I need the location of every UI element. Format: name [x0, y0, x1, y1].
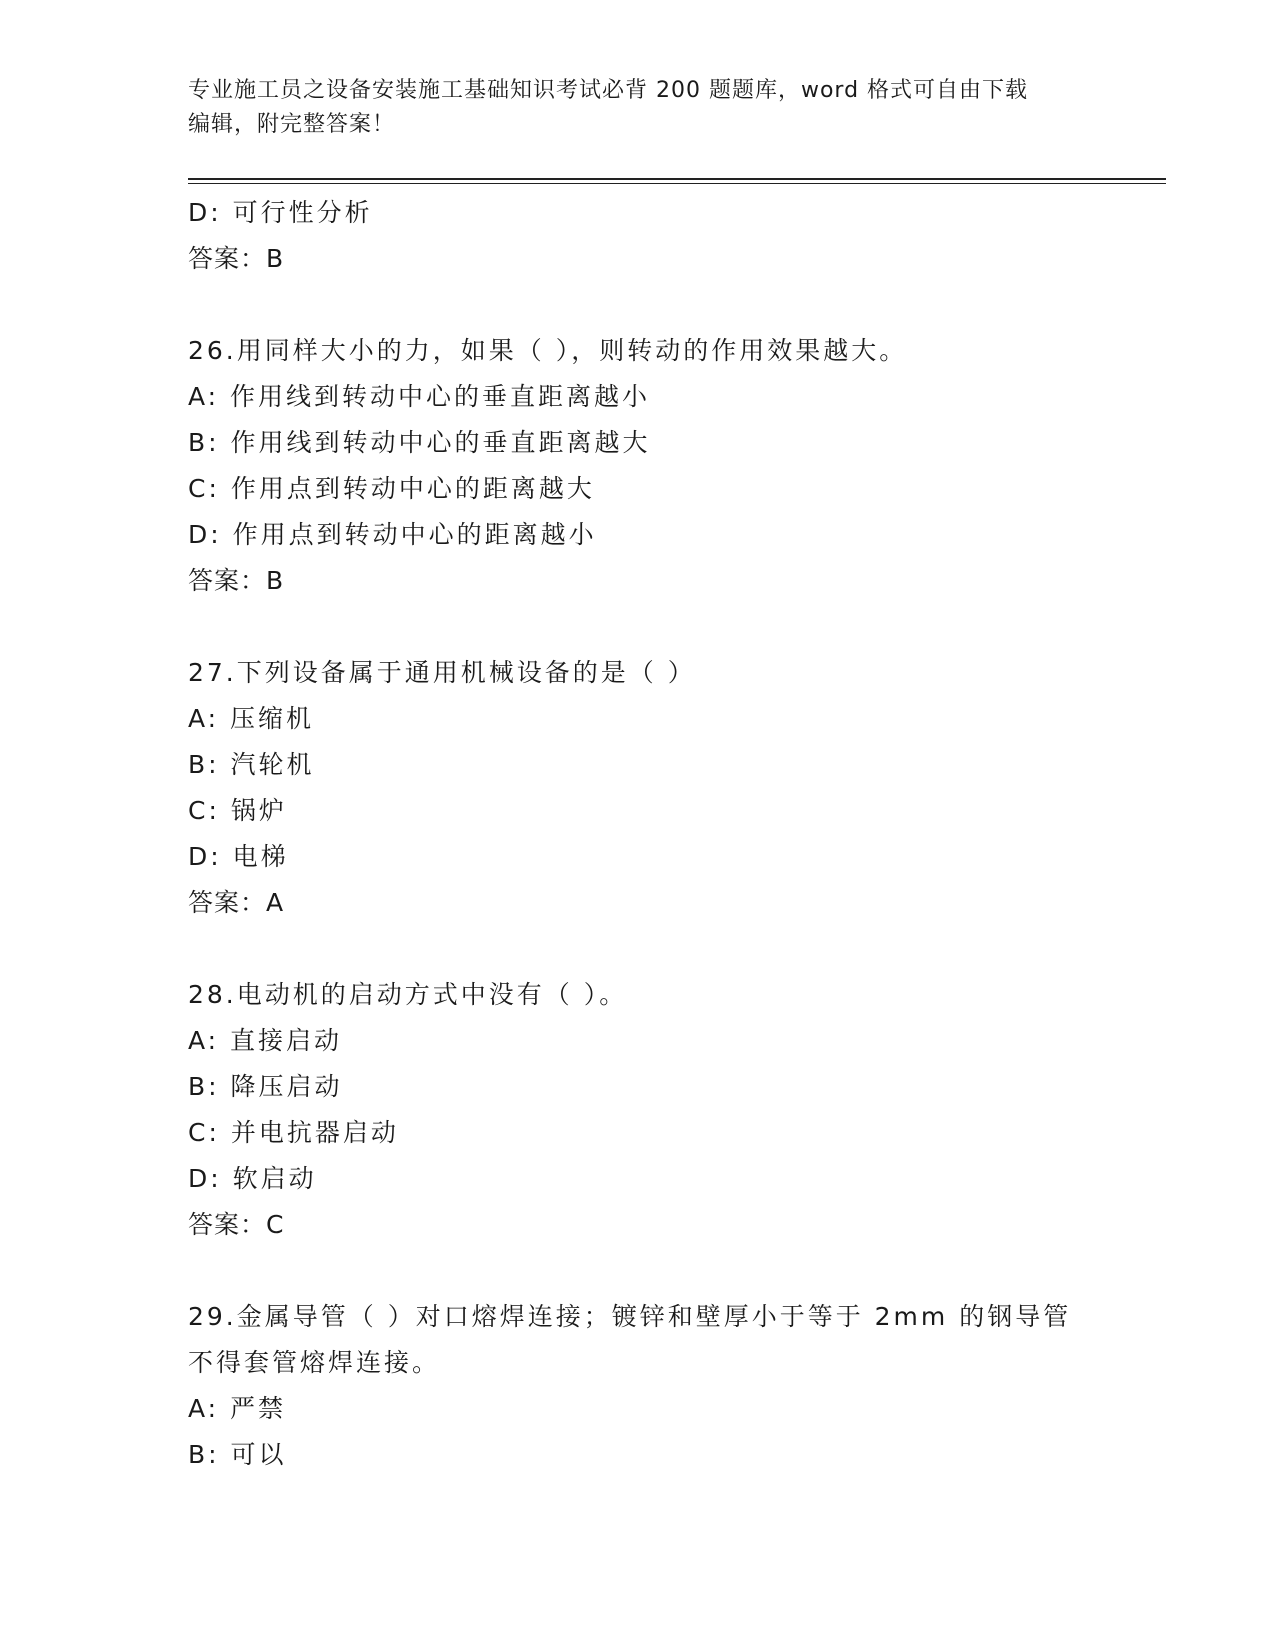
header-title-line-2: 编辑，附完整答案！ [188, 112, 396, 137]
question-stem: 27.下列设备属于通用机械设备的是（ ） [188, 658, 696, 687]
answer-line: 答案：B [188, 566, 285, 595]
spacer [188, 926, 1088, 972]
option-d: D: 电梯 [188, 842, 289, 871]
option-b: B: 降压启动 [188, 1072, 343, 1101]
option-a: A: 直接启动 [188, 1026, 343, 1055]
spacer [188, 604, 1088, 650]
question-26 [188, 328, 1088, 604]
option-d: D: 作用点到转动中心的距离越小 [188, 520, 597, 549]
question-stem-line-1: 29.金属导管（ ）对口熔焊连接；镀锌和壁厚小于等于 2mm 的钢导管 [188, 1302, 1072, 1331]
document-header [188, 74, 1078, 142]
option-a: A: 压缩机 [188, 704, 315, 733]
option-b: B: 汽轮机 [188, 750, 315, 779]
option-a: A: 严禁 [188, 1394, 287, 1423]
question-stem: 28.电动机的启动方式中没有（ ）。 [188, 980, 628, 1009]
question-list [188, 190, 1088, 1478]
spacer [188, 1248, 1088, 1294]
question-29 [188, 1294, 1088, 1478]
previous-question-tail [188, 190, 1088, 282]
question-27 [188, 650, 1088, 926]
option-b: B: 可以 [188, 1440, 287, 1469]
option-a: A: 作用线到转动中心的垂直距离越小 [188, 382, 651, 411]
option-c: C: 作用点到转动中心的距离越大 [188, 474, 595, 503]
question-stem: 26.用同样大小的力，如果（ ），则转动的作用效果越大。 [188, 336, 908, 365]
option-c: C: 锅炉 [188, 796, 287, 825]
header-divider-thin [188, 183, 1166, 184]
option-d: D: 软启动 [188, 1164, 317, 1193]
question-28 [188, 972, 1088, 1248]
header-title-line-1: 专业施工员之设备安装施工基础知识考试必背 200 题题库，word 格式可自由下载 [188, 78, 1029, 103]
header-divider-thick [188, 178, 1166, 180]
answer-line: 答案：B [188, 244, 285, 273]
answer-line: 答案：C [188, 1210, 285, 1239]
answer-line: 答案：A [188, 888, 285, 917]
option-c: C: 并电抗器启动 [188, 1118, 399, 1147]
question-stem-line-2: 不得套管熔焊连接。 [188, 1348, 441, 1377]
spacer [188, 282, 1088, 328]
option-d: D: 可行性分析 [188, 198, 373, 227]
option-b: B: 作用线到转动中心的垂直距离越大 [188, 428, 651, 457]
